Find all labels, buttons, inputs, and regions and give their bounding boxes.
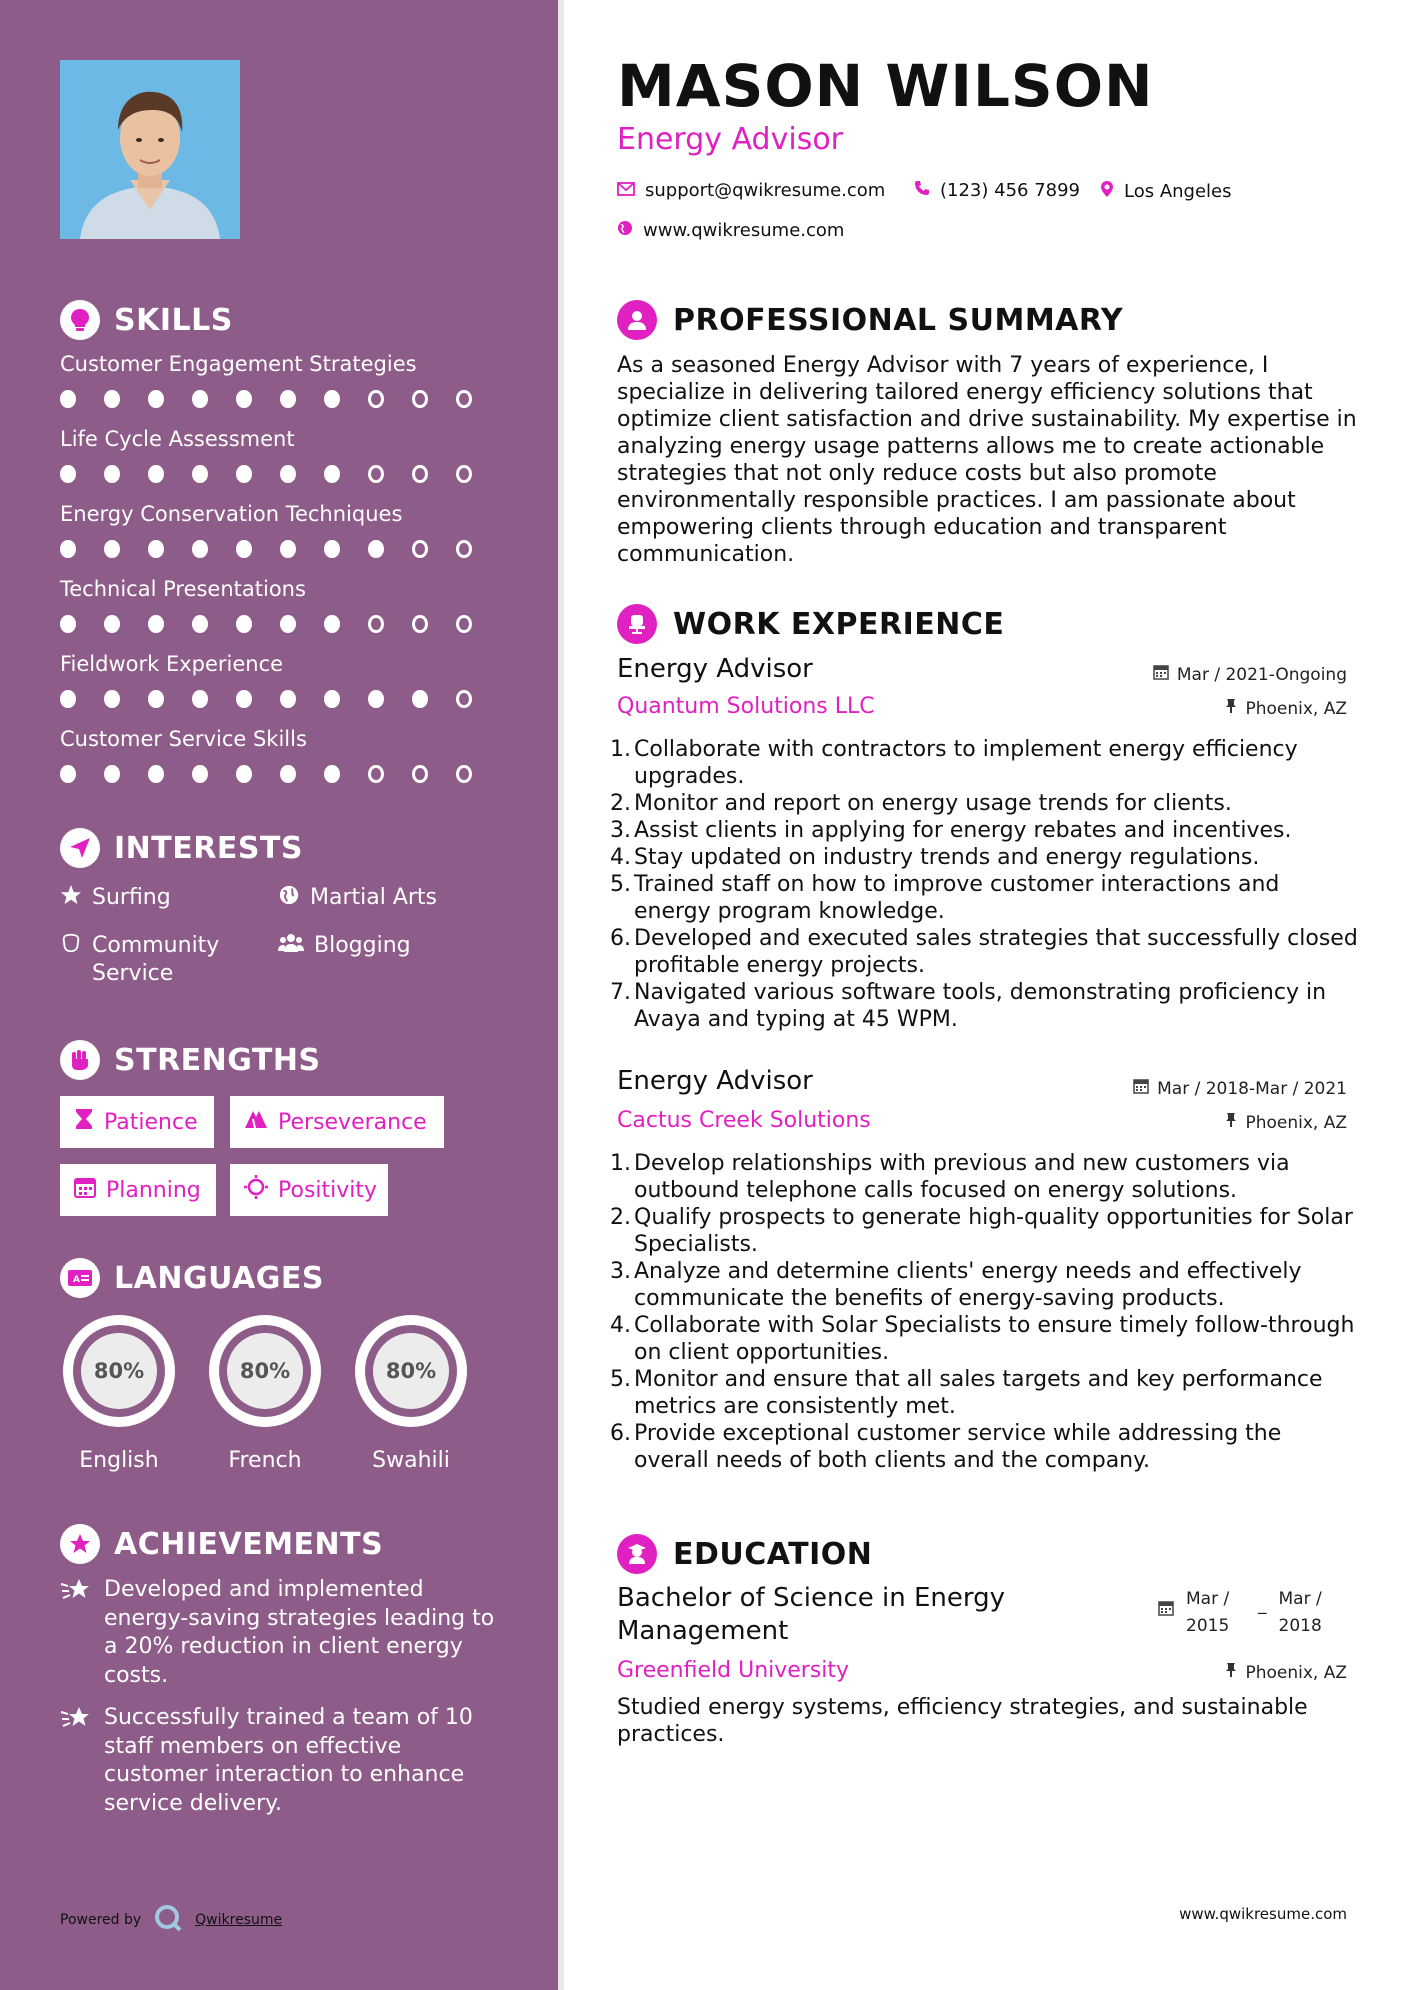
- rating-dot: [60, 540, 76, 558]
- rating-dot: [192, 765, 208, 783]
- degree-title: Bachelor of Science in Energy Management: [617, 1583, 1005, 1646]
- strength-chip-perseverance: Perseverance: [230, 1096, 444, 1148]
- rating-dot: [368, 690, 384, 708]
- envelope-icon: [617, 180, 635, 201]
- rating-dot: [412, 390, 428, 408]
- rating-dot: [412, 690, 428, 708]
- job-bullets: [610, 1150, 1360, 1474]
- rating-dot: [192, 615, 208, 633]
- interest-item: Community Service: [60, 932, 250, 988]
- svg-text:80%: 80%: [239, 1359, 291, 1383]
- job-dates: Mar / 2018-Mar / 2021: [1133, 1078, 1347, 1099]
- languages-heading: A LANGUAGES: [60, 1258, 324, 1298]
- rating-dot: [280, 390, 296, 408]
- calendar-icon: [1153, 664, 1169, 685]
- education-heading: EDUCATION: [617, 1534, 872, 1574]
- skill-rating: [60, 465, 500, 483]
- skill-rating: [60, 765, 500, 783]
- skill-rating: [60, 390, 500, 408]
- rating-dot: [60, 465, 76, 483]
- skill-name: Customer Service Skills: [60, 727, 307, 751]
- rating-dot: [148, 540, 164, 558]
- education-dates: Mar / 2015 _ Mar / 2018: [1158, 1586, 1339, 1640]
- graduate-icon: [617, 1534, 657, 1574]
- job-location: Phoenix, AZ: [1225, 698, 1347, 719]
- interest-item: Blogging: [278, 932, 411, 962]
- rating-dot: [104, 765, 120, 783]
- briefcase-chair-icon: [617, 604, 657, 644]
- strength-chip-positivity: Positivity: [230, 1164, 388, 1216]
- rating-dot: [324, 690, 340, 708]
- rating-dot: [412, 540, 428, 558]
- skill-name: Customer Engagement Strategies: [60, 352, 417, 376]
- contact-phone[interactable]: (123) 456 7899: [914, 180, 1080, 201]
- education-location: Phoenix, AZ: [1225, 1662, 1347, 1683]
- rating-dot: [412, 465, 428, 483]
- interest-item: Martial Arts: [278, 884, 437, 914]
- rating-dot: [60, 765, 76, 783]
- job-bullet: 3. Assist clients in applying for energy rebates and incentives.: [610, 818, 1292, 843]
- svg-text:80%: 80%: [385, 1359, 437, 1383]
- rating-dot: [192, 465, 208, 483]
- rating-dot: [368, 540, 384, 558]
- profile-photo: [60, 60, 240, 239]
- rating-dot: [456, 540, 472, 558]
- rating-dot: [280, 690, 296, 708]
- language-progress-ring: [58, 1310, 180, 1432]
- rating-dot: [104, 390, 120, 408]
- rating-dot: [236, 615, 252, 633]
- rating-dot: [192, 390, 208, 408]
- strength-chip-planning: Planning: [60, 1164, 216, 1216]
- achievements-heading: ACHIEVEMENTS: [60, 1524, 383, 1564]
- lightbulb-icon: [60, 300, 100, 340]
- rating-dot: [324, 765, 340, 783]
- language-progress-ring: [204, 1310, 326, 1432]
- education-description: Studied energy systems, efficiency strategies, and sustainable practices.: [617, 1695, 1308, 1747]
- calendar-icon: [1133, 1078, 1149, 1099]
- skill-item: [60, 652, 500, 708]
- job-bullet: 6. Provide exceptional customer service while addressing the overall needs of both clients and the company.: [610, 1421, 1282, 1473]
- job-title: Energy Advisor: [617, 1066, 813, 1096]
- shooting-star-icon: [60, 1704, 92, 1818]
- sidebar: [0, 0, 558, 1990]
- skill-rating: [60, 615, 500, 633]
- rating-dot: [60, 615, 76, 633]
- contact-location: Los Angeles: [1100, 180, 1232, 203]
- powered-by: Powered by Qwikresume: [60, 1903, 282, 1937]
- job-bullet: 2. Monitor and report on energy usage trends for clients.: [610, 791, 1232, 816]
- language-english: [58, 1310, 180, 1473]
- achievement-item: Successfully trained a team of 10 staff members on effective customer interaction to enhance service delivery.: [60, 1704, 500, 1818]
- rating-dot: [192, 690, 208, 708]
- rating-dot: [412, 615, 428, 633]
- language-label: English: [79, 1448, 159, 1473]
- rating-dot: [148, 615, 164, 633]
- contact-website[interactable]: www.qwikresume.com: [617, 220, 844, 241]
- skill-name: Fieldwork Experience: [60, 652, 284, 676]
- rating-dot: [324, 465, 340, 483]
- rating-dot: [456, 465, 472, 483]
- job-bullet: 7. Navigated various software tools, demonstrating proficiency in Avaya and typing at 45 WPM.: [610, 980, 1327, 1032]
- rating-dot: [192, 540, 208, 558]
- sun-icon: [244, 1175, 268, 1205]
- rating-dot: [236, 465, 252, 483]
- calendar-icon: [1158, 1598, 1174, 1625]
- rating-dot: [368, 765, 384, 783]
- rating-dot: [280, 540, 296, 558]
- skill-item: [60, 427, 500, 483]
- rating-dot: [148, 465, 164, 483]
- interest-item: Surfing: [60, 884, 171, 914]
- hourglass-icon: [74, 1108, 94, 1136]
- rating-dot: [148, 390, 164, 408]
- language-card-icon: [60, 1258, 100, 1298]
- skill-rating: [60, 540, 500, 558]
- job-bullet: 3. Analyze and determine clients' energy needs and effectively communicate the benefits of energy-saving products.: [610, 1259, 1302, 1311]
- rating-dot: [236, 765, 252, 783]
- job-bullet: 2. Qualify prospects to generate high-quality opportunities for Solar Specialists.: [610, 1205, 1353, 1257]
- skill-rating: [60, 690, 500, 708]
- rating-dot: [280, 615, 296, 633]
- skills-heading: SKILLS: [60, 300, 233, 340]
- rating-dot: [368, 390, 384, 408]
- map-pin-icon: [1100, 180, 1114, 203]
- pushpin-icon: [1225, 1112, 1237, 1133]
- skill-item: [60, 727, 500, 783]
- shooting-star-icon: [60, 1576, 92, 1690]
- rating-dot: [236, 390, 252, 408]
- qwikresume-logo-icon: [153, 1903, 183, 1937]
- company-name: Cactus Creek Solutions: [617, 1108, 871, 1133]
- job-bullets: [610, 736, 1360, 1033]
- rating-dot: [104, 615, 120, 633]
- svg-text:A: A: [73, 1275, 81, 1285]
- summary-text: As a seasoned Energy Advisor with 7 years of experience, I specialize in delivering tailored energy efficiency solutions that optimize client satisfaction and drive sustainability. My expertise in analyzing energy usage patterns allows me to create actionable strategies that not only reduce costs but also promote environmentally responsible practices. I am passionate about empowering clients through education and transparent communication.: [617, 353, 1357, 567]
- job-bullet: 4. Stay updated on industry trends and energy regulations.: [610, 845, 1260, 870]
- rating-dot: [104, 690, 120, 708]
- language-french: [204, 1310, 326, 1473]
- globe-icon: [278, 884, 300, 914]
- rating-dot: [368, 615, 384, 633]
- user-icon: [617, 300, 657, 340]
- rating-dot: [456, 390, 472, 408]
- phone-icon: [914, 180, 930, 201]
- rating-dot: [412, 765, 428, 783]
- job-bullet: 5. Monitor and ensure that all sales targets and key performance metrics are consistently met.: [610, 1367, 1323, 1419]
- calendar-icon: [74, 1176, 96, 1204]
- rating-dot: [60, 690, 76, 708]
- experience-heading: WORK EXPERIENCE: [617, 604, 1004, 644]
- hand-icon: [60, 932, 82, 962]
- company-name: Quantum Solutions LLC: [617, 694, 875, 719]
- climber-icon: [244, 1109, 268, 1135]
- star-icon: [60, 884, 82, 914]
- rating-dot: [324, 540, 340, 558]
- rating-dot: [236, 690, 252, 708]
- skill-name: Energy Conservation Techniques: [60, 502, 403, 526]
- job-bullet: 6. Developed and executed sales strategies that successfully closed profitable energy projects.: [610, 926, 1358, 978]
- skill-name: Technical Presentations: [60, 577, 306, 601]
- rating-dot: [368, 465, 384, 483]
- pushpin-icon: [1225, 1662, 1237, 1683]
- language-swahili: [350, 1310, 472, 1473]
- job-bullet: 1. Develop relationships with previous and new customers via outbound telephone calls focused on energy solutions.: [610, 1151, 1290, 1203]
- summary-heading: PROFESSIONAL SUMMARY: [617, 300, 1123, 340]
- qwikresume-link[interactable]: Qwikresume: [195, 1912, 283, 1928]
- rating-dot: [456, 615, 472, 633]
- rating-dot: [148, 765, 164, 783]
- language-label: French: [228, 1448, 302, 1473]
- interests-heading: INTERESTS: [60, 828, 303, 868]
- footer-url[interactable]: www.qwikresume.com: [1179, 1905, 1347, 1923]
- rating-dot: [104, 465, 120, 483]
- rating-dot: [148, 690, 164, 708]
- strength-chip-patience: Patience: [60, 1096, 214, 1148]
- rating-dot: [324, 390, 340, 408]
- rating-dot: [280, 765, 296, 783]
- skill-item: [60, 502, 500, 558]
- candidate-role: Energy Advisor: [617, 122, 844, 157]
- rating-dot: [60, 390, 76, 408]
- pushpin-icon: [1225, 698, 1237, 719]
- strengths-heading: STRENGTHS: [60, 1040, 321, 1080]
- rating-dot: [324, 615, 340, 633]
- rating-dot: [456, 765, 472, 783]
- rating-dot: [236, 540, 252, 558]
- language-label: Swahili: [372, 1448, 450, 1473]
- language-progress-ring: [350, 1310, 472, 1432]
- school-name: Greenfield University: [617, 1658, 850, 1683]
- users-icon: [278, 932, 304, 962]
- skill-item: [60, 577, 500, 633]
- achievement-item: Developed and implemented energy-saving strategies leading to a 20% reduction in client energy costs.: [60, 1576, 500, 1690]
- candidate-name: MASON WILSON: [617, 52, 1154, 120]
- svg-text:80%: 80%: [93, 1359, 145, 1383]
- skill-item: [60, 352, 500, 408]
- rating-dot: [280, 465, 296, 483]
- rating-dot: [104, 540, 120, 558]
- rating-dot: [456, 690, 472, 708]
- job-dates: Mar / 2021-Ongoing: [1153, 664, 1347, 685]
- column-divider: [558, 0, 564, 1990]
- fist-icon: [60, 1040, 100, 1080]
- star-badge-icon: [60, 1524, 100, 1564]
- job-bullet: 4. Collaborate with Solar Specialists to ensure timely follow-through on client opportunities.: [610, 1313, 1355, 1365]
- job-location: Phoenix, AZ: [1225, 1112, 1347, 1133]
- job-bullet: 1. Collaborate with contractors to implement energy efficiency upgrades.: [610, 737, 1298, 789]
- contact-email[interactable]: support@qwikresume.com: [617, 180, 885, 201]
- job-title: Energy Advisor: [617, 654, 813, 684]
- globe-icon: [617, 220, 633, 241]
- job-bullet: 5. Trained staff on how to improve customer interactions and energy program knowledge.: [610, 872, 1280, 924]
- skill-name: Life Cycle Assessment: [60, 427, 295, 451]
- paper-plane-icon: [60, 828, 100, 868]
